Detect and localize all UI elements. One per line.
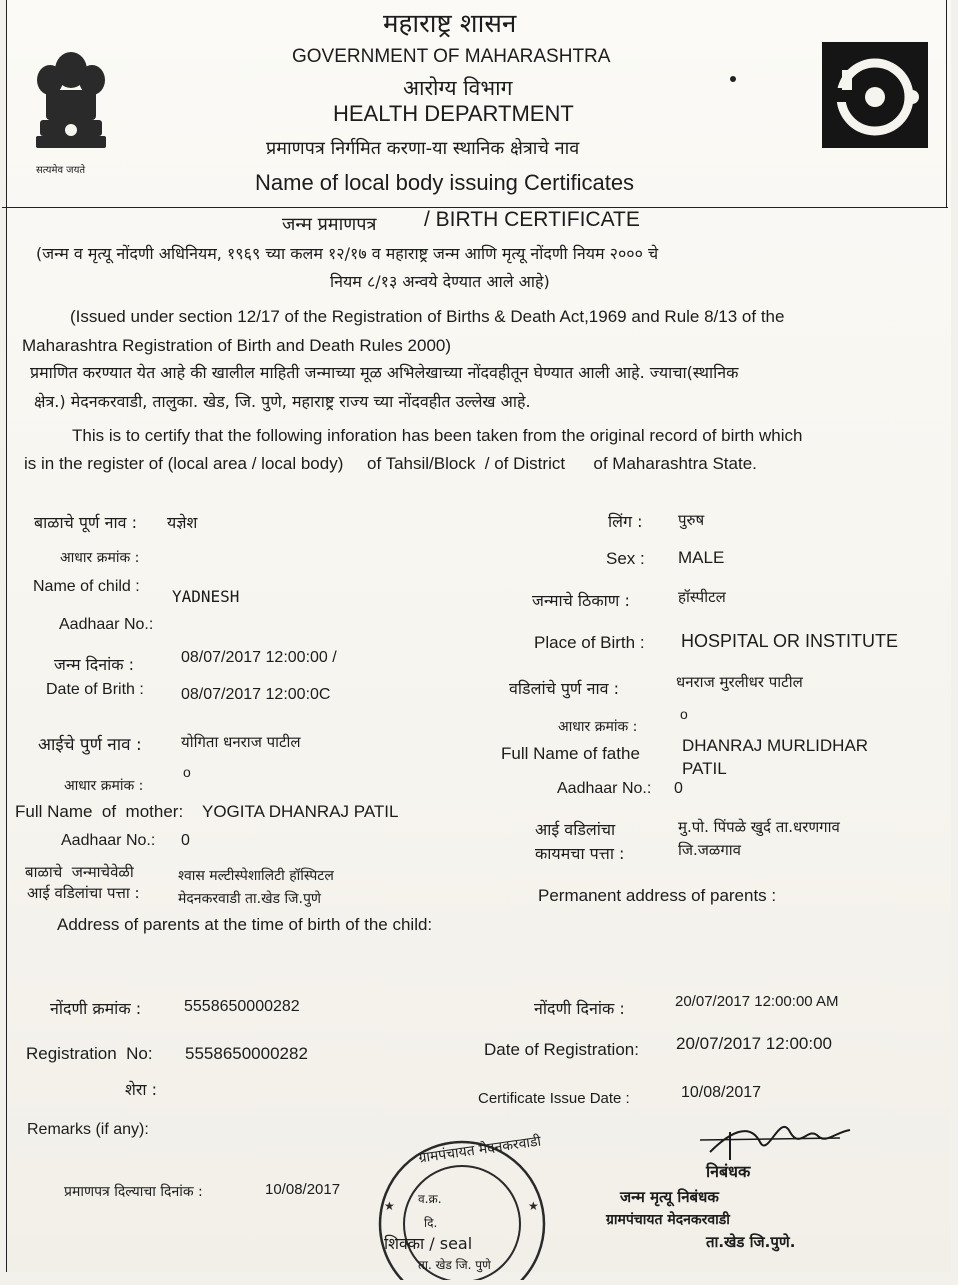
mother-name-label: Full Name of mother: [15, 802, 184, 821]
svg-text:★: ★ [384, 1199, 395, 1213]
dob-marathi-label: जन्म दिनांक : [54, 655, 135, 674]
local-body-heading: Name of local body issuing Certificates [255, 170, 635, 195]
seal-ring-text: ग्रामपंचायत मेदनकरवाडी [417, 1133, 543, 1167]
father-name-line-2: PATIL [682, 759, 727, 778]
registration-number-marathi-value: 5558650000282 [184, 998, 300, 1015]
mother-name-marathi: योगिता धनराज पाटील [181, 733, 301, 751]
registration-number-marathi-label: नोंदणी क्रमांक : [50, 999, 142, 1018]
permanent-address-label: Permanent address of parents : [538, 886, 777, 905]
registration-number-value: 5558650000282 [185, 1044, 308, 1063]
issued-on-marathi-label: प्रमाणपत्र दिल्याचा दिनांक : [64, 1184, 203, 1200]
child-name-marathi-label: बाळाचे पूर्ण नाव : [34, 513, 137, 532]
sex-marathi-label: लिंग : [608, 512, 643, 531]
signatory-title-1: निबंधक [706, 1162, 751, 1181]
birth-address-marathi-line-1: श्वास मल्टीस्पेशालिटी हॉस्पिटल [178, 868, 334, 884]
registration-number-label: Registration No: [26, 1044, 153, 1063]
seal-line-1: व.क्र. [418, 1192, 442, 1206]
signatory-title-4: ता.खेड जि.पुणे. [706, 1233, 796, 1251]
father-aadhaar-value: 0 [674, 780, 683, 797]
english-act-line-1: (Issued under section 12/17 of the Registration of Births & Death Act,1969 and Rule 8/13 of the [70, 307, 785, 326]
mark-dot [730, 76, 736, 82]
registration-date-marathi-value: 20/07/2017 12:00:00 AM [675, 993, 839, 1010]
registration-date-value: 20/07/2017 12:00:00 [676, 1034, 832, 1053]
child-name-label: Name of child : [33, 578, 140, 595]
mother-aadhaar-marathi: o [183, 764, 191, 780]
department-heading: HEALTH DEPARTMENT [333, 101, 574, 126]
title-english: / BIRTH CERTIFICATE [424, 208, 640, 231]
marathi-act-line-2: नियम ८/१३ अन्वये देण्यात आले आहे) [330, 272, 550, 291]
english-certify-line-2: is in the register of (local area / local body) of Tahsil/Block / of District of Maharashtra State. [24, 454, 757, 473]
svg-text:★: ★ [528, 1199, 539, 1213]
national-emblem-icon [26, 40, 116, 180]
birth-address-label: Address of parents at the time of birth of the child: [57, 915, 433, 934]
remarks-marathi-label: शेरा : [125, 1080, 158, 1099]
marathi-act-line-1: (जन्म व मृत्यू नोंदणी अधिनियम, १९६९ च्या कलम १२/१७ व महाराष्ट्र जन्म आणि मृत्यू नोंदणी नियम २००० चे [36, 244, 659, 263]
child-aadhaar-label: Aadhaar No.: [59, 616, 154, 633]
mother-name-marathi-label: आईचे पुर्ण नाव : [38, 735, 142, 755]
dob-marathi-value: 08/07/2017 12:00:00 / [181, 649, 337, 666]
registration-date-marathi-label: नोंदणी दिनांक : [534, 999, 625, 1018]
father-name-marathi-label: वडिलांचे पुर्ण नाव : [509, 679, 619, 698]
marathi-government-heading: महाराष्ट्र शासन [383, 9, 517, 39]
place-of-birth-value: HOSPITAL OR INSTITUTE [681, 631, 899, 651]
marathi-local-body-heading: प्रमाणपत्र निर्गमित करणा-या स्थानिक क्षेत्राचे नाव [266, 138, 580, 159]
seal-place: ता. खेड जि. पुणे [418, 1258, 491, 1272]
sex-marathi-value: पुरुष [678, 511, 705, 529]
certificate-issue-date-label: Certificate Issue Date : [478, 1090, 630, 1107]
remarks-label: Remarks (if any): [27, 1121, 149, 1138]
birth-address-marathi-label-1: बाळाचे जन्माचेवेळी [25, 863, 134, 881]
father-aadhaar-marathi: o [680, 706, 688, 722]
mother-aadhaar-label: Aadhaar No.: [61, 832, 156, 849]
child-name-marathi: यज्ञेश [167, 513, 198, 532]
permanent-address-marathi-line-1: मु.पो. पिंपळे खुर्द ता.धरणगाव [678, 818, 840, 836]
sex-label: Sex : [606, 549, 645, 568]
signature-icon [690, 1102, 870, 1166]
seal-line-2: दि. [424, 1216, 438, 1230]
child-aadhaar-marathi-label: आधार क्रमांक : [60, 550, 140, 566]
marathi-department-heading: आरोग्य विभाग [403, 76, 513, 100]
place-of-birth-label: Place of Birth : [534, 633, 645, 652]
mother-aadhaar-marathi-label: आधार क्रमांक : [64, 778, 144, 794]
issued-on-value: 10/08/2017 [265, 1181, 341, 1198]
sex-value: MALE [678, 548, 725, 567]
father-name-marathi: धनराज मुरलीधर पाटील [676, 673, 803, 691]
english-certify-line-1: This is to certify that the following inforation has been taken from the original record of birth which [72, 426, 803, 445]
mother-aadhaar-value: 0 [181, 832, 190, 849]
signatory-title-2: जन्म मृत्यू निबंधक [620, 1188, 719, 1206]
permanent-address-marathi-label-1: आई वडिलांचा [535, 820, 616, 839]
place-of-birth-marathi-value: हॉस्पीटल [678, 588, 726, 606]
birth-address-marathi-line-2: मेदनकरवाडी ता.खेड जि.पुणे [178, 891, 322, 907]
marathi-certify-line-1: प्रमाणित करण्यात येत आहे की खालील माहिती जन्माच्या मूळ अभिलेखाच्या नोंदवहीतून घेण्यात आली आहे. ज्याचा(स्थानिक [30, 363, 739, 382]
registration-date-label: Date of Registration: [484, 1040, 639, 1059]
dob-value: 08/07/2017 12:00:0C [181, 686, 331, 703]
government-heading: GOVERNMENT OF MAHARASHTRA [292, 46, 611, 67]
health-department-logo-icon [822, 42, 928, 148]
father-aadhaar-label: Aadhaar No.: [557, 780, 652, 797]
title-marathi: जन्म प्रमाणपत्र [282, 214, 377, 235]
certificate-issue-date-value: 10/08/2017 [681, 1084, 762, 1101]
mother-name-value: YOGITA DHANRAJ PATIL [202, 802, 399, 821]
birth-address-marathi-label-2: आई वडिलांचा पत्ता : [27, 884, 140, 902]
emblem-motto: सत्यमेव जयते [36, 165, 86, 176]
dob-label: Date of Brith : [46, 681, 144, 698]
father-aadhaar-marathi-label: आधार क्रमांक : [558, 719, 638, 735]
child-name-value: YADNESH [172, 587, 240, 606]
place-of-birth-marathi-label: जन्माचे ठिकाण : [532, 591, 630, 610]
signatory-title-3: ग्रामपंचायत मेदनकरवाडी [606, 1212, 730, 1228]
permanent-address-marathi-line-2: जि.जळगाव [678, 841, 741, 859]
marathi-certify-line-2: क्षेत्र.) मेदनकरवाडी, तालुका. खेड, जि. पुणे, महाराष्ट्र राज्य च्या नोंदवहीत उल्लेख आहे. [34, 392, 531, 411]
english-act-line-2: Maharashtra Registration of Birth and Death Rules 2000) [22, 336, 452, 355]
right-border [946, 0, 947, 208]
father-name-line-1: DHANRAJ MURLIDHAR [682, 736, 869, 755]
permanent-address-marathi-label-2: कायमचा पत्ता : [535, 844, 625, 863]
father-name-label: Full Name of fathe [501, 744, 640, 763]
seal-label: शिक्का / seal [384, 1234, 473, 1253]
